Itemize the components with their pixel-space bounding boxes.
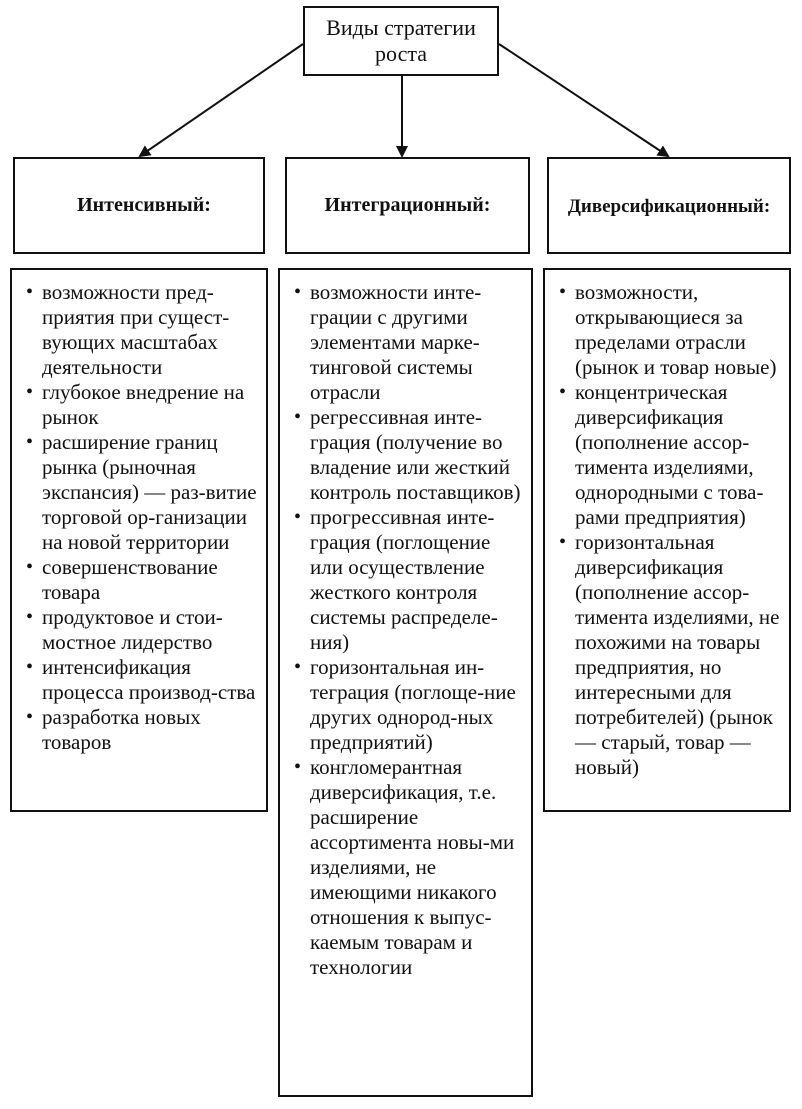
heading-diversification bbox=[547, 157, 791, 254]
list-item: • возможности пред-приятия при сущест-вующих масштабах деятельности bbox=[32, 280, 258, 380]
heading-integration-label: Интеграционный: bbox=[324, 194, 491, 216]
list-item: • расширение границ рынка (рыночная экспансия) — раз-витие торговой ор-ганизации на новой территории bbox=[32, 430, 258, 555]
list-diversification bbox=[543, 268, 791, 812]
list-item: • возможности, открывающиеся за пределами отрасли (рынок и товар новые) bbox=[565, 280, 781, 380]
list-item: • возможности инте-грации с другими элементами марке-тинговой системы отрасли bbox=[300, 280, 523, 405]
heading-intensive-label: Интенсивный: bbox=[77, 194, 211, 216]
arrow-to-intensive bbox=[140, 44, 303, 156]
list-item: • конгломерантная диверсификация, т.е. расширение ассортимента новы-ми изделиями, не имеющими никакого отношения к выпус-каемым товарам и технологии bbox=[300, 755, 523, 980]
list-item: • разработка новых товаров bbox=[32, 705, 258, 755]
list-item: • концентрическая диверсификация (пополнение ассор-тимента изделиями, однородными с това-рами предприятия) bbox=[565, 380, 781, 530]
arrow-to-diversification bbox=[499, 44, 668, 156]
list-item: • интенсификация процесса производ-ства bbox=[32, 655, 258, 705]
root-node bbox=[303, 6, 499, 76]
root-title: Виды стратегии роста bbox=[326, 15, 476, 66]
list-item: • совершенствование товара bbox=[32, 555, 258, 605]
heading-integration bbox=[285, 157, 530, 254]
list-item: • глубокое внедрение на рынок bbox=[32, 380, 258, 430]
list-item: • горизонтальная ин-теграция (поглоще-ние других однород-ных предприятий) bbox=[300, 655, 523, 755]
heading-intensive bbox=[13, 157, 265, 254]
list-item: • регрессивная инте-грация (получение во владение или жесткий контроль поставщиков) bbox=[300, 405, 523, 505]
list-item: • продуктовое и стои-мостное лидерство bbox=[32, 605, 258, 655]
list-item: • прогрессивная инте-грация (поглощение или осуществление жесткого контроля системы распределе-ния) bbox=[300, 505, 523, 655]
list-integration bbox=[278, 268, 533, 1097]
list-intensive bbox=[10, 268, 268, 812]
heading-diversification-label: Диверсификационный: bbox=[567, 195, 771, 217]
list-item: • горизонтальная диверсификация (пополнение ассор-тимента изделиями, не похожими на товары предприятия, но интересными для потребителей) (рынок — старый, товар — новый) bbox=[565, 530, 781, 780]
